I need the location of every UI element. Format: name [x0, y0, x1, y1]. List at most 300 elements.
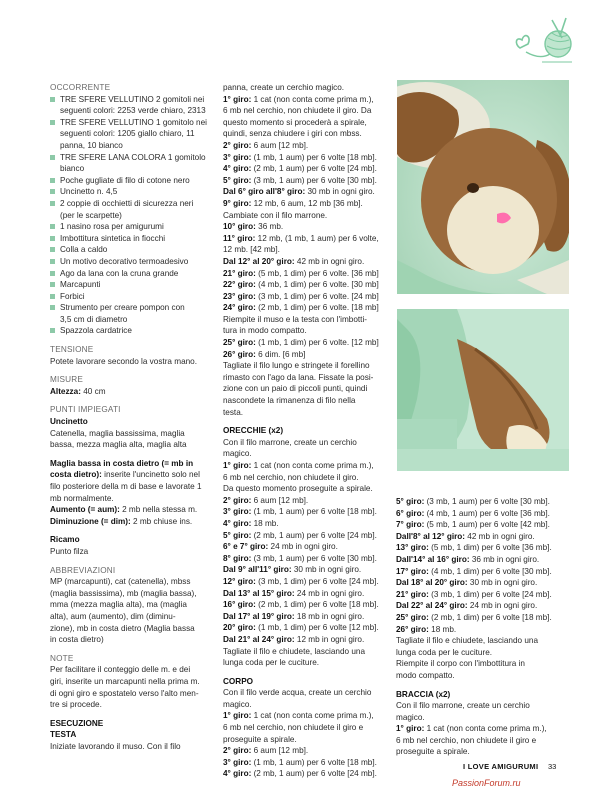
line-text: 12 mb, (1 mb, 1 aum) per 6 volte,	[255, 233, 379, 243]
text-line	[50, 244, 216, 256]
text-line	[396, 566, 562, 578]
line-text: 30 mb in ogni giro.	[305, 187, 375, 197]
text-line	[50, 163, 216, 175]
text-line	[50, 94, 216, 106]
line-text: 6 mb nel cerchio, non chiudete il giro. Da	[223, 106, 372, 116]
line-text: in costa dietro)	[50, 635, 104, 645]
line-text: Con il filo marrone, create un cerchio	[223, 437, 357, 447]
text-line	[223, 495, 389, 507]
line-text: Riempite il muso e la testa con l'imbotti-	[223, 314, 367, 324]
text-line	[50, 699, 216, 711]
text-line	[50, 302, 216, 314]
line-text: 36 mb.	[255, 222, 284, 232]
line-text: lunga coda per le cuciture.	[396, 647, 493, 657]
text-line	[223, 302, 389, 314]
text-line	[223, 657, 389, 669]
text-line	[223, 622, 389, 634]
text-line	[396, 589, 562, 601]
text-line	[50, 623, 216, 635]
line-text: ABBREVIAZIONI	[50, 565, 116, 575]
text-line	[396, 723, 562, 735]
text-line	[223, 687, 389, 699]
subheading	[50, 534, 216, 546]
section-heading	[50, 374, 216, 386]
spacer	[50, 646, 216, 653]
line-text: Maglia bassa in costa dietro (= mb in	[50, 458, 194, 468]
line-text: 2 coppie di occhietti di sicurezza neri	[60, 198, 194, 208]
text-line	[223, 152, 389, 164]
bold-label: 22° giro:	[223, 280, 256, 290]
line-text: 6 aum [12 mb].	[251, 140, 309, 150]
text-line	[396, 670, 562, 682]
line-text: MP (marcapunti), cat (catenella), mbss	[50, 577, 191, 587]
line-text: (1 mb, 1 dim) per 6 volte [12 mb].	[255, 623, 379, 633]
line-text: nascondete la rimanenza di filo nella	[223, 396, 356, 406]
line-text: filo posteriore della m di base e lavorate 1	[50, 482, 202, 491]
text-line	[50, 210, 216, 222]
text-line	[223, 221, 389, 233]
bold-label: 3° giro:	[223, 757, 252, 767]
text-line	[223, 268, 389, 280]
bold-label: Diminuzione (= dim):	[50, 516, 131, 526]
line-text: (2 mb, 1 dim) per 6 volte. [18 mb]	[255, 303, 379, 313]
line-text: bianco	[60, 164, 85, 174]
line-text: Per facilitare il conteggio delle m. e dei	[50, 665, 191, 675]
line-text: 12 mb in ogni giro.	[294, 634, 365, 644]
text-line	[223, 105, 389, 117]
column-middle	[223, 82, 389, 780]
text-line	[223, 564, 389, 576]
subheading	[396, 689, 562, 701]
yarn-ball-logo	[512, 14, 574, 68]
bold-label: 10° giro:	[223, 222, 256, 232]
subheading	[223, 676, 389, 688]
line-text: (1 mb, 1 aum) per 6 volte [18 mb].	[251, 152, 377, 162]
bold-label: 4° giro:	[223, 518, 252, 528]
text-line	[50, 117, 216, 129]
bold-label: 26° giro:	[223, 349, 256, 359]
text-line	[50, 356, 216, 368]
spacer	[50, 367, 216, 374]
text-line	[223, 518, 389, 530]
text-line	[396, 746, 562, 758]
bunny-head-photo	[397, 80, 569, 294]
text-line	[223, 256, 389, 268]
text-line	[223, 210, 389, 222]
line-text: Uncinetto	[50, 417, 88, 427]
bold-label: costa dietro):	[50, 470, 102, 480]
line-text: 1 cat (non conta come prima m.),	[251, 461, 374, 470]
text-line	[50, 493, 216, 505]
line-text: 1 cat (non conta come prima m.),	[251, 94, 374, 104]
text-line	[223, 337, 389, 349]
line-text: Imbottitura sintetica in fiocchi	[60, 233, 166, 243]
bold-label: 2° giro:	[223, 495, 252, 505]
text-line	[223, 372, 389, 384]
text-line	[223, 117, 389, 129]
line-text: bassa, mezza maglia alta, maglia alta	[50, 440, 187, 450]
spacer	[50, 451, 216, 458]
spacer	[223, 418, 389, 425]
text-line	[223, 244, 389, 256]
text-line	[223, 128, 389, 140]
line-text: BRACCIA (x2)	[396, 689, 451, 699]
line-text: magico.	[223, 449, 252, 459]
bold-label: 3° giro:	[223, 152, 252, 162]
text-line	[223, 541, 389, 553]
bold-label: 20° giro:	[223, 623, 256, 633]
subheading	[223, 425, 389, 437]
bold-label: 21° giro:	[223, 268, 256, 278]
text-line	[223, 383, 389, 395]
line-text: mma (mezza maglia alta), ma (maglia	[50, 600, 187, 610]
line-text: Punto filza	[50, 546, 89, 556]
line-text: ESECUZIONE	[50, 718, 104, 728]
bold-label: 5° giro:	[223, 530, 252, 540]
line-text: proseguite a spirale.	[223, 734, 297, 744]
line-text: TRE SFERE VELLUTINO 1 gomitolo nei	[60, 117, 207, 127]
line-text: di ogni giro e spostatelo verso l'alto men-	[50, 688, 199, 698]
text-line	[223, 588, 389, 600]
line-text: 30 mb in ogni giro.	[467, 578, 538, 588]
bold-label: Dal 22° al 24° giro:	[396, 601, 468, 611]
text-line	[223, 768, 389, 780]
line-text: 24 mb in ogni giro.	[268, 542, 338, 552]
text-line	[50, 256, 216, 268]
line-text: Riempite il corpo con l'imbottitura in	[396, 659, 525, 669]
text-line	[223, 94, 389, 106]
line-text: magico.	[223, 699, 252, 709]
line-text: inserite l'uncinetto solo nel	[101, 470, 200, 480]
line-text: (3 mb, 1 aum) per 6 volte [30 mb].	[251, 553, 377, 563]
line-text: 42 mb in ogni giro.	[294, 256, 365, 266]
bold-label: 24° giro:	[223, 303, 256, 313]
section-heading	[50, 344, 216, 356]
text-line	[223, 553, 389, 565]
line-text: (1 mb, 1 aum) per 6 volte [18 mb].	[251, 757, 377, 767]
line-text: (2 mb, 1 dim) per 6 volte [18 mb].	[255, 600, 379, 610]
text-line	[223, 233, 389, 245]
bold-label: Dal 21° al 24° giro:	[223, 634, 295, 644]
text-line	[223, 163, 389, 175]
line-text: Poche gugliate di filo di cotone nero	[60, 175, 190, 185]
line-text: Tagliate il filo e chiudete, lasciando una	[396, 636, 539, 646]
section-heading	[50, 565, 216, 577]
line-text: 18 mb.	[428, 624, 457, 634]
line-text: 6 dim. [6 mb]	[255, 349, 306, 359]
bold-label: 17° giro:	[396, 566, 429, 576]
subheading	[50, 416, 216, 428]
text-line	[223, 349, 389, 361]
text-line	[50, 314, 216, 326]
column-right	[396, 496, 562, 758]
line-text: (2 mb, 1 dim) per 6 volte [18 mb].	[428, 612, 552, 622]
text-line	[50, 664, 216, 676]
line-text: 1 nasino rosa per amigurumi	[60, 222, 164, 232]
line-text: proseguite a spirale.	[396, 747, 470, 757]
line-text: Ricamo	[50, 535, 80, 545]
text-line	[223, 314, 389, 326]
line-text: TRE SFERE LANA COLORA 1 gomitolo	[60, 152, 206, 162]
text-line	[223, 325, 389, 337]
line-text: TENSIONE	[50, 345, 94, 355]
text-line	[223, 448, 389, 460]
line-text: Colla a caldo	[60, 245, 108, 255]
text-line	[223, 186, 389, 198]
text-line	[50, 634, 216, 646]
text-line	[50, 688, 216, 700]
line-text: mb normalmente.	[50, 493, 114, 503]
line-text: 6 aum [12 mb].	[251, 746, 309, 756]
line-text: Potete lavorare secondo la vostra mano.	[50, 356, 198, 366]
text-line	[396, 624, 562, 636]
line-text: 36 mb in ogni giro.	[469, 554, 540, 564]
line-text: (maglia bassissima), mb (maglia bassa),	[50, 588, 197, 598]
line-text: (4 mb, 1 dim) per 6 volte [30 mb].	[428, 566, 552, 576]
line-text: 30 mb in ogni giro.	[291, 565, 362, 575]
text-line	[396, 735, 562, 747]
text-line	[50, 588, 216, 600]
text-line	[223, 460, 389, 472]
line-text: (5 mb, 1 dim) per 6 volte. [36 mb]	[255, 268, 379, 278]
section-heading	[50, 404, 216, 416]
text-line	[50, 221, 216, 233]
bold-label: 6° giro:	[396, 508, 425, 518]
text-line	[50, 128, 216, 140]
text-line	[50, 291, 216, 303]
text-line	[223, 757, 389, 769]
bold-label: 1° giro:	[396, 724, 425, 734]
text-line	[223, 291, 389, 303]
line-text: 6 mb nel cerchio, non chiudete il giro.	[223, 472, 359, 482]
text-line	[396, 647, 562, 659]
text-line	[223, 483, 389, 495]
line-text: 24 mb in ogni giro.	[294, 588, 365, 598]
text-line	[50, 469, 216, 481]
text-line	[396, 612, 562, 624]
bold-label: 5° giro:	[396, 497, 425, 506]
line-text: seguenti colori: 1205 giallo chiaro, 11	[60, 129, 195, 139]
text-line	[396, 496, 562, 508]
bold-label: 6° e 7° giro:	[223, 542, 269, 552]
bold-label: 8° giro:	[223, 553, 252, 563]
bold-label: 25° giro:	[396, 612, 429, 622]
text-line	[396, 542, 562, 554]
line-text: Tagliate il filo e chiudete, lasciando una	[223, 646, 366, 656]
text-line	[50, 198, 216, 210]
text-line	[223, 140, 389, 152]
line-text: ORECCHIE (x2)	[223, 426, 284, 436]
text-line	[223, 279, 389, 291]
text-line	[50, 546, 216, 558]
bold-label: Dal 6° giro all'8° giro:	[223, 187, 306, 197]
text-line	[50, 268, 216, 280]
text-line	[396, 712, 562, 724]
line-text: 2 mb chiuse ins.	[130, 516, 193, 526]
bunny-body-photo	[397, 309, 569, 471]
line-text: panna, create un cerchio magico.	[223, 83, 345, 92]
subheading	[50, 458, 216, 470]
text-line	[50, 386, 216, 398]
line-text: (2 mb, 1 aum) per 6 volte [24 mb].	[251, 769, 377, 779]
line-text: zione con un paio di piccoli punti, quindi	[223, 384, 368, 394]
bold-label: 11° giro:	[223, 233, 256, 243]
bold-label: 7° giro:	[396, 520, 425, 530]
line-text: 24 mb in ogni giro.	[467, 601, 538, 611]
line-text: Cambiate con il filo marrone.	[223, 210, 328, 220]
text-line	[50, 599, 216, 611]
bold-label: 25° giro:	[223, 338, 256, 348]
section-heading	[50, 82, 216, 94]
line-text: TRE SFERE VELLUTINO 2 gomitoli nei	[60, 94, 205, 104]
subheading	[50, 729, 216, 741]
line-text: tre si procede.	[50, 700, 102, 710]
column-left	[50, 82, 216, 752]
text-line	[396, 531, 562, 543]
bold-label: 26° giro:	[396, 624, 429, 634]
text-line	[50, 481, 216, 493]
watermark: PassionForum.ru	[452, 778, 521, 788]
line-text: testa.	[223, 407, 244, 417]
line-text: 6 mb nel cerchio, non chiudete il giro e	[396, 735, 537, 745]
text-line	[223, 646, 389, 658]
bold-label: Aumento (= aum):	[50, 505, 120, 515]
text-line	[396, 600, 562, 612]
line-text: panna, 10 bianco	[60, 140, 123, 150]
text-line	[50, 279, 216, 291]
line-text: PUNTI IMPIEGATI	[50, 405, 121, 415]
bold-label: Dal 9° all'11° giro:	[223, 565, 292, 575]
line-text: 42 mb in ogni giro.	[465, 531, 535, 541]
line-text: Iniziate lavorando il muso. Con il filo	[50, 741, 181, 751]
line-text: Uncinetto n. 4,5	[60, 187, 118, 197]
bold-label: 13° giro:	[396, 543, 429, 553]
text-line	[396, 519, 562, 531]
line-text: (1 mb, 1 dim) per 6 volte. [12 mb]	[255, 338, 379, 348]
spacer	[50, 711, 216, 718]
line-text: Con il filo verde acqua, create un cerchio	[223, 688, 372, 698]
line-text: OCCORRENTE	[50, 83, 111, 92]
spacer	[223, 669, 389, 676]
line-text: 12 mb, 6 aum, 12 mb [36 mb].	[251, 198, 363, 208]
text-line	[50, 428, 216, 440]
line-text: Ago da lana con la cruna grande	[60, 268, 179, 278]
spacer	[50, 397, 216, 404]
line-text: giri, inserite un marcapunti nella prima m.	[50, 676, 200, 686]
bold-label: Dal 12° al 20° giro:	[223, 256, 295, 266]
line-text: (5 mb, 1 dim) per 6 volte [36 mb].	[428, 543, 552, 553]
line-text: NOTE	[50, 653, 74, 663]
bold-label: 1° giro:	[223, 711, 252, 721]
line-text: (2 mb, 1 aum) per 6 volte [24 mb].	[251, 530, 377, 540]
text-line	[396, 700, 562, 712]
line-text: Catenella, maglia bassissima, maglia	[50, 428, 185, 438]
line-text: Da questo momento proseguite a spirale.	[223, 484, 373, 494]
line-text: (3 mb, 1 dim) per 6 volte. [24 mb]	[255, 291, 379, 301]
bold-label: 1° giro:	[223, 94, 252, 104]
bold-label: Dall'14° al 16° giro:	[396, 554, 470, 564]
line-text: modo compatto.	[396, 670, 455, 680]
text-line	[50, 439, 216, 451]
bold-label: 1° giro:	[223, 461, 252, 470]
bold-label: 5° giro:	[223, 175, 252, 185]
bold-label: 4° giro:	[223, 769, 252, 779]
text-line	[223, 82, 389, 94]
text-line	[223, 360, 389, 372]
line-text: Con il filo marrone, create un cerchio	[396, 701, 530, 711]
line-text: Tagliate il filo lungo e stringete il forellino	[223, 361, 370, 371]
spacer	[396, 682, 562, 689]
line-text: 3,5 cm di diametro	[60, 314, 128, 324]
text-line	[50, 611, 216, 623]
bold-label: 2° giro:	[223, 140, 252, 150]
spacer	[50, 527, 216, 534]
line-text: (3 mb, 1 dim) per 6 volte [24 mb].	[428, 589, 552, 599]
magazine-name: I LOVE AMIGURUMI	[463, 762, 539, 771]
text-line	[50, 741, 216, 753]
bold-label: Dal 13° al 15° giro:	[223, 588, 295, 598]
text-line	[50, 676, 216, 688]
text-line	[223, 472, 389, 484]
text-line	[223, 734, 389, 746]
text-line	[223, 699, 389, 711]
line-text: magico.	[396, 712, 425, 722]
text-line	[50, 504, 216, 516]
bold-label: 2° giro:	[223, 746, 252, 756]
line-text: MISURE	[50, 375, 84, 385]
text-line	[50, 576, 216, 588]
line-text: zione), mb in costa dietro (Maglia bassa	[50, 623, 195, 633]
text-line	[50, 140, 216, 152]
bold-label: Dall'8° al 12° giro:	[396, 531, 466, 541]
text-line	[223, 198, 389, 210]
line-text: Forbici	[60, 291, 85, 301]
subheading	[50, 718, 216, 730]
text-line	[50, 325, 216, 337]
bold-label: 16° giro:	[223, 600, 256, 610]
line-text: (4 mb, 1 aum) per 6 volte [36 mb].	[424, 508, 550, 518]
page-number: 33	[548, 762, 557, 771]
spacer	[50, 337, 216, 344]
bold-label: 3° giro:	[223, 507, 252, 517]
line-text: questo momento si procederà a spirale,	[223, 117, 367, 127]
text-line	[50, 175, 216, 187]
line-text: 40 cm	[80, 386, 106, 396]
line-text: lunga coda per le cuciture.	[223, 658, 320, 668]
line-text: (5 mb, 1 aum) per 6 volte [42 mb].	[424, 520, 550, 530]
line-text: seguenti colori: 2253 verde chiaro, 2313	[60, 106, 206, 116]
bold-label: Altezza:	[50, 386, 81, 396]
text-line	[50, 105, 216, 117]
text-line	[396, 508, 562, 520]
text-line	[223, 634, 389, 646]
line-text: Un motivo decorativo termoadesivo	[60, 256, 189, 266]
text-line	[223, 506, 389, 518]
line-text: 1 cat (non conta come prima m.),	[424, 724, 547, 734]
line-text: Marcapunti	[60, 280, 101, 290]
section-heading	[50, 653, 216, 665]
text-line	[223, 745, 389, 757]
line-text: 18 mb in ogni giro.	[294, 611, 365, 621]
bold-label: 21° giro:	[396, 589, 429, 599]
text-line	[50, 516, 216, 528]
line-text: quindi, senza chiudere i giri con mbss.	[223, 129, 362, 139]
line-text: (4 mb, 1 dim) per 6 volte. [30 mb]	[255, 280, 379, 290]
text-line	[223, 576, 389, 588]
line-text: (1 mb, 1 aum) per 6 volte [18 mb].	[251, 507, 377, 517]
line-text: Strumento per creare pompon con	[60, 303, 185, 313]
text-line	[223, 437, 389, 449]
